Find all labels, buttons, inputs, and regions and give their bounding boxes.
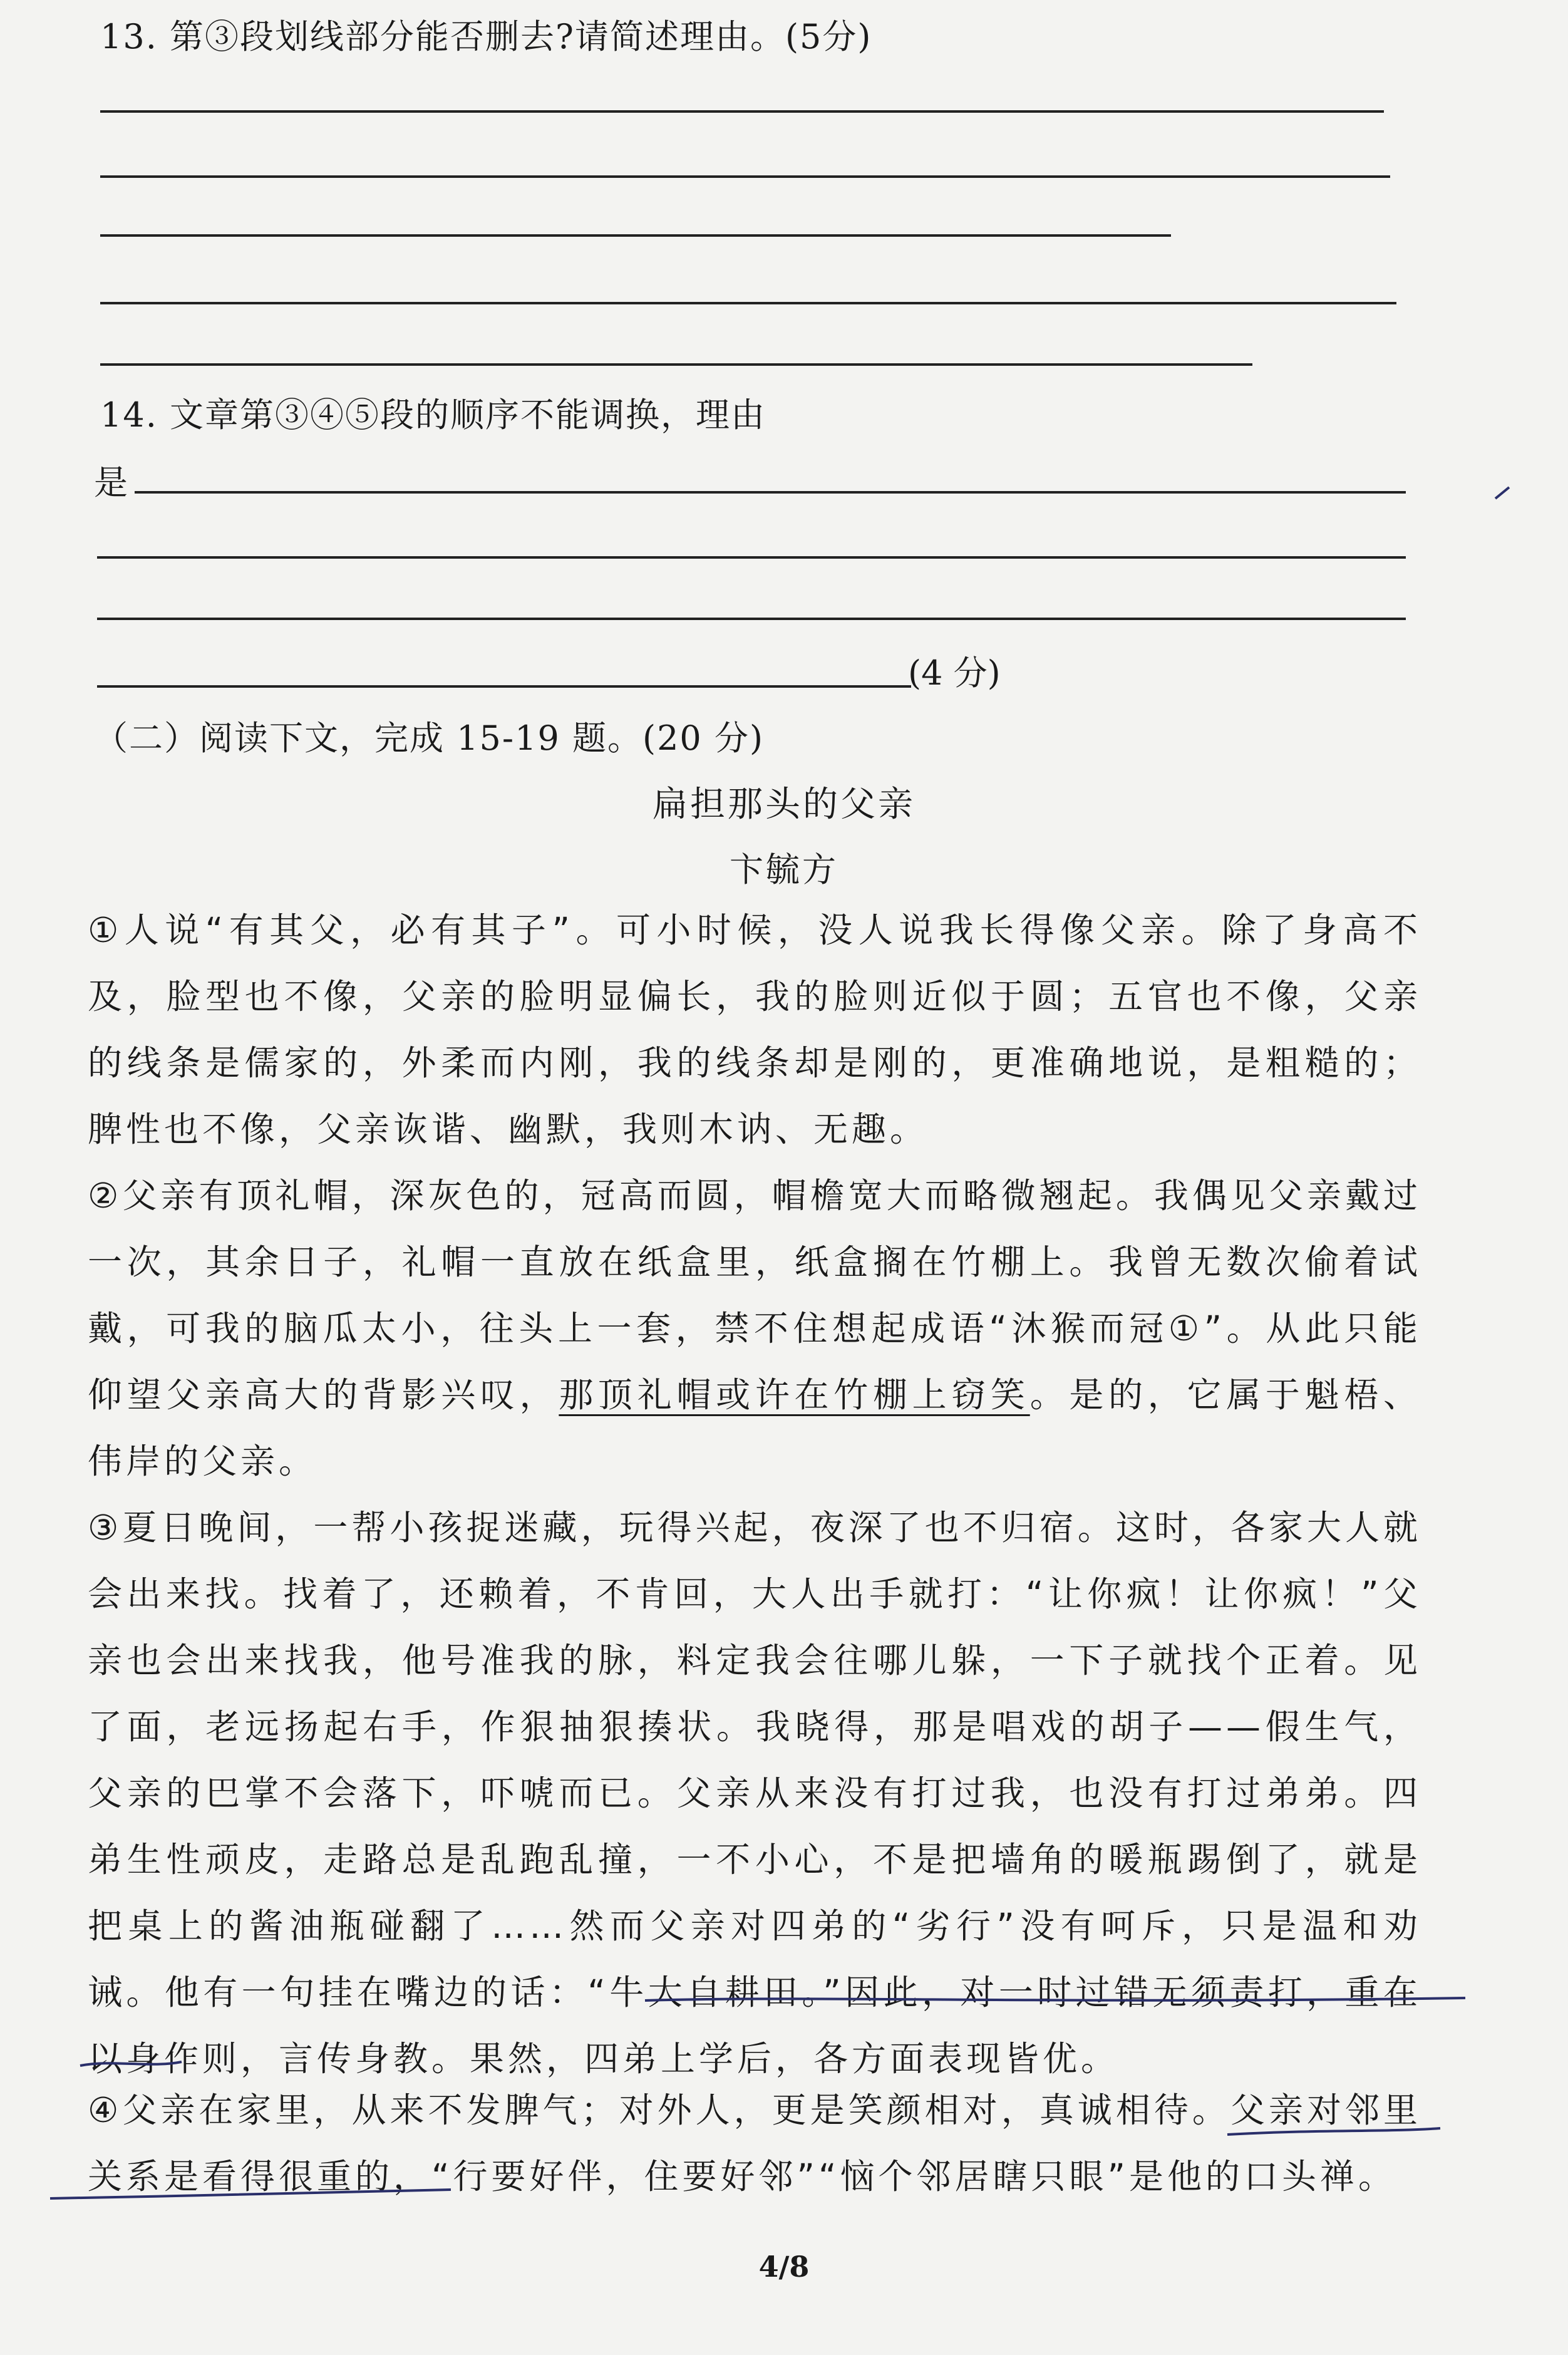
paragraph-2-text: 。是的，它属于魁梧、伟岸的父亲。 [88,1375,1421,1481]
paragraph-3-text: 。果然，四弟上学后，各方面表现皆优。 [431,2039,1120,2079]
question-14: 14. 文章第③④⑤段的顺序不能调换，理由 [100,395,766,435]
page-number: 4/8 [758,2250,810,2284]
underlined-sentence: 那顶礼帽或许在竹棚上窃笑 [559,1375,1030,1415]
paragraph-2-text: ②父亲有顶礼帽，深灰色的，冠高而圆，帽檐宽大而略微翘起。我偶见父亲戴过一次，其余日子，礼帽一直放在纸盒里，纸盒搁在竹棚上。我曾无数次偷着试戴，可我的脑瓜太小，往头上一套，禁不住想起成语“沐猴而冠①”。从此只能仰望父亲高大的背影兴叹， [88,1176,1421,1415]
paragraph-3-text: ③夏日晚间，一帮小孩捉迷藏，玩得兴起，夜深了也不归宿。这时，各家大人就会出来找。找着了，还赖着，不肯回，大人出手就打：“让你疯！让你疯！”父亲也会出来找我，他号准我的脉，料定我会往哪儿躲，一下子就找个正着。见了面，老远扬起右手，作狠抽狠揍状。我晓得，那是唱戏的胡子——假生气，父亲的巴掌不会落下，吓唬而已。父亲从来没有打过我，也没有打过弟弟。四弟生性顽皮，走路总是乱跑乱撞，一不小心，不是把墙角的暖瓶踢倒了，就是把桌上的酱油瓶碰翻了……然而父亲对四弟的“劣行”没有呵斥，只是温和劝诫。他有一句挂在嘴边的话：“牛大自耕田。”因此， [88,1508,1421,2012]
question-13: 13. 第③段划线部分能否删去?请简述理由。(5分) [100,17,872,56]
paragraph-1: ①人说“有其父，必有其子”。可小时候，没人说我长得像父亲。除了身高不及，脸型也不像，父亲的脸明显偏长，我的脸则近似于圆；五官也不像，父亲的线条是儒家的，外柔而内刚，我的线条却是刚的，更准确地说，是粗糙的；脾性也不像，父亲诙谐、幽默，我则木讷、无趣。 [88,910,1421,1149]
section-heading: （二）阅读下文，完成 15-19 题。(20 分) [94,718,765,758]
article-author: 卞毓方 [730,850,838,889]
question-14-line-start: 是 [94,463,129,502]
question-14-score: (4 分) [908,653,1001,693]
paragraph-4-text: ④父亲在家里，从来不发脾气；对外人，更是笑颜相对，真诚相待。 [88,2090,1230,2130]
paragraph-4-text: “行要好伴，住要好邻”“恼个邻居瞎只眼”是他的口头禅。 [431,2156,1396,2197]
article-title: 扁担那头的父亲 [652,784,916,825]
handwritten-underline-sentence: 对一时过错无须责打，重在以身作则，言传身教 [88,1972,1421,2079]
handwritten-underline-sentence: 父亲对邻里关系是看得很重的， [88,2090,1421,2197]
